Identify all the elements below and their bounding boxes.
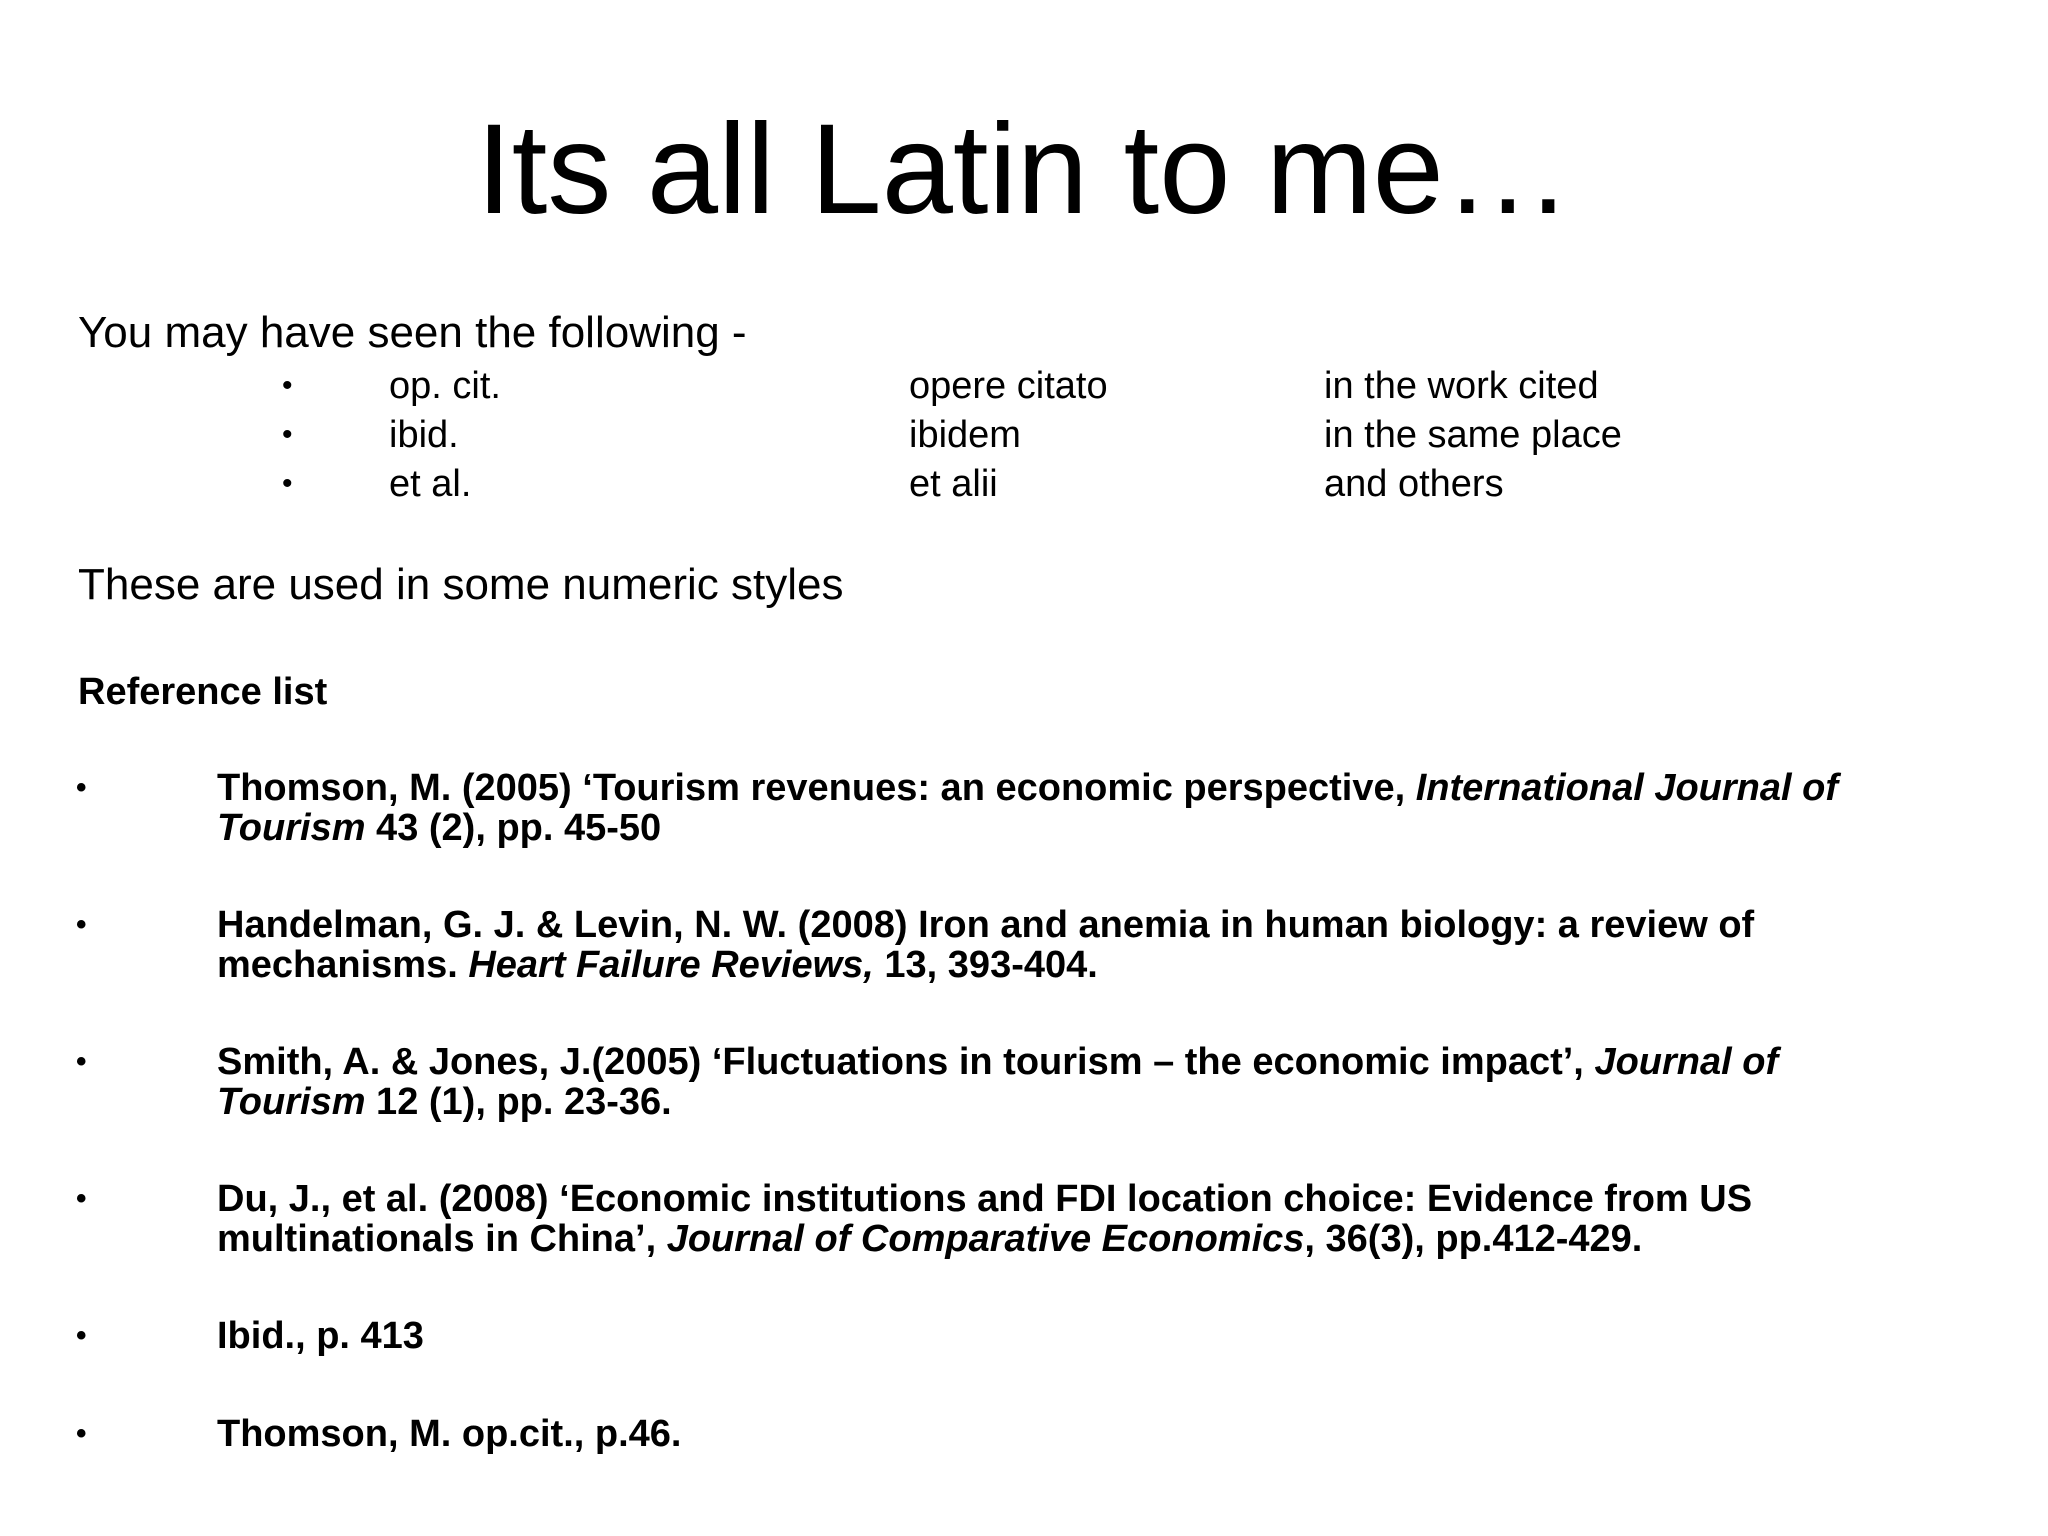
reference-italic-run: Journal of Comparative Economics (666, 1218, 1305, 1260)
reference-run: 43 (2), pp. 45-50 (365, 807, 662, 849)
reference-italic-run: International Journal of (1415, 767, 1838, 809)
abbreviation: et al. (389, 463, 472, 505)
numeric-styles-note: These are used in some numeric styles (78, 560, 844, 609)
reference-line (217, 1219, 1997, 1259)
reference-line (217, 768, 1997, 808)
reference-run: Thomson, M. op.cit., p.46. (217, 1413, 682, 1455)
bullet: • (76, 1182, 87, 1215)
reference-line (217, 1042, 1997, 1082)
latin-term: ibidem (909, 414, 1021, 456)
reference-text (217, 1414, 1997, 1454)
reference-run: , 36(3), pp.412-429. (1304, 1218, 1643, 1260)
slide-title: Its all Latin to me… (476, 98, 1572, 241)
abbreviation-row (0, 460, 2048, 508)
bullet: • (76, 1319, 87, 1352)
meaning: and others (1324, 463, 1504, 505)
reference-text (217, 1179, 1997, 1259)
latin-term: et alii (909, 463, 998, 505)
latin-term: opere citato (909, 365, 1108, 407)
bullet: • (282, 418, 293, 451)
abbreviation: op. cit. (389, 365, 501, 407)
reference-text (217, 1316, 1997, 1356)
reference-run: Thomson, M. (2005) ‘Tourism revenues: an economic perspective, (217, 767, 1416, 809)
reference-line (217, 808, 1997, 848)
abbreviation: ibid. (389, 414, 459, 456)
reference-run: Smith, A. & Jones, J.(2005) ‘Fluctuations in tourism – the economic impact’, (217, 1041, 1595, 1083)
reference-text (217, 768, 1997, 848)
reference-line (217, 1414, 1997, 1454)
reference-run: mechanisms. (217, 944, 469, 986)
reference-run: multinationals in China’, (217, 1218, 667, 1260)
reference-italic-run: Tourism (217, 1081, 366, 1123)
bullet: • (282, 369, 293, 402)
reference-run: Ibid., p. 413 (217, 1315, 424, 1357)
bullet: • (76, 1417, 87, 1450)
intro-text: You may have seen the following - (78, 308, 747, 357)
bullet: • (282, 467, 293, 500)
reference-italic-run: Tourism (217, 807, 366, 849)
reference-list-heading: Reference list (78, 671, 328, 713)
reference-text (217, 1042, 1997, 1122)
bullet: • (76, 1045, 87, 1078)
reference-text (217, 905, 1997, 985)
meaning: in the work cited (1324, 365, 1599, 407)
bullet: • (76, 771, 87, 804)
reference-line (217, 1082, 1997, 1122)
reference-line (217, 905, 1997, 945)
reference-line (217, 1179, 1997, 1219)
reference-italic-run: Heart Failure Reviews, (468, 944, 874, 986)
meaning: in the same place (1324, 414, 1622, 456)
reference-run: 13, 393-404. (873, 944, 1098, 986)
reference-line (217, 1316, 1997, 1356)
reference-run: Du, J., et al. (2008) ‘Economic institutions and FDI location choice: Evidence from US (217, 1178, 1753, 1220)
reference-line (217, 945, 1997, 985)
bullet: • (76, 908, 87, 941)
reference-run: Handelman, G. J. & Levin, N. W. (2008) Iron and anemia in human biology: a review of (217, 904, 1755, 946)
abbreviation-row (0, 411, 2048, 459)
reference-italic-run: Journal of (1594, 1041, 1779, 1083)
abbreviation-row (0, 362, 2048, 410)
reference-run: 12 (1), pp. 23-36. (365, 1081, 672, 1123)
